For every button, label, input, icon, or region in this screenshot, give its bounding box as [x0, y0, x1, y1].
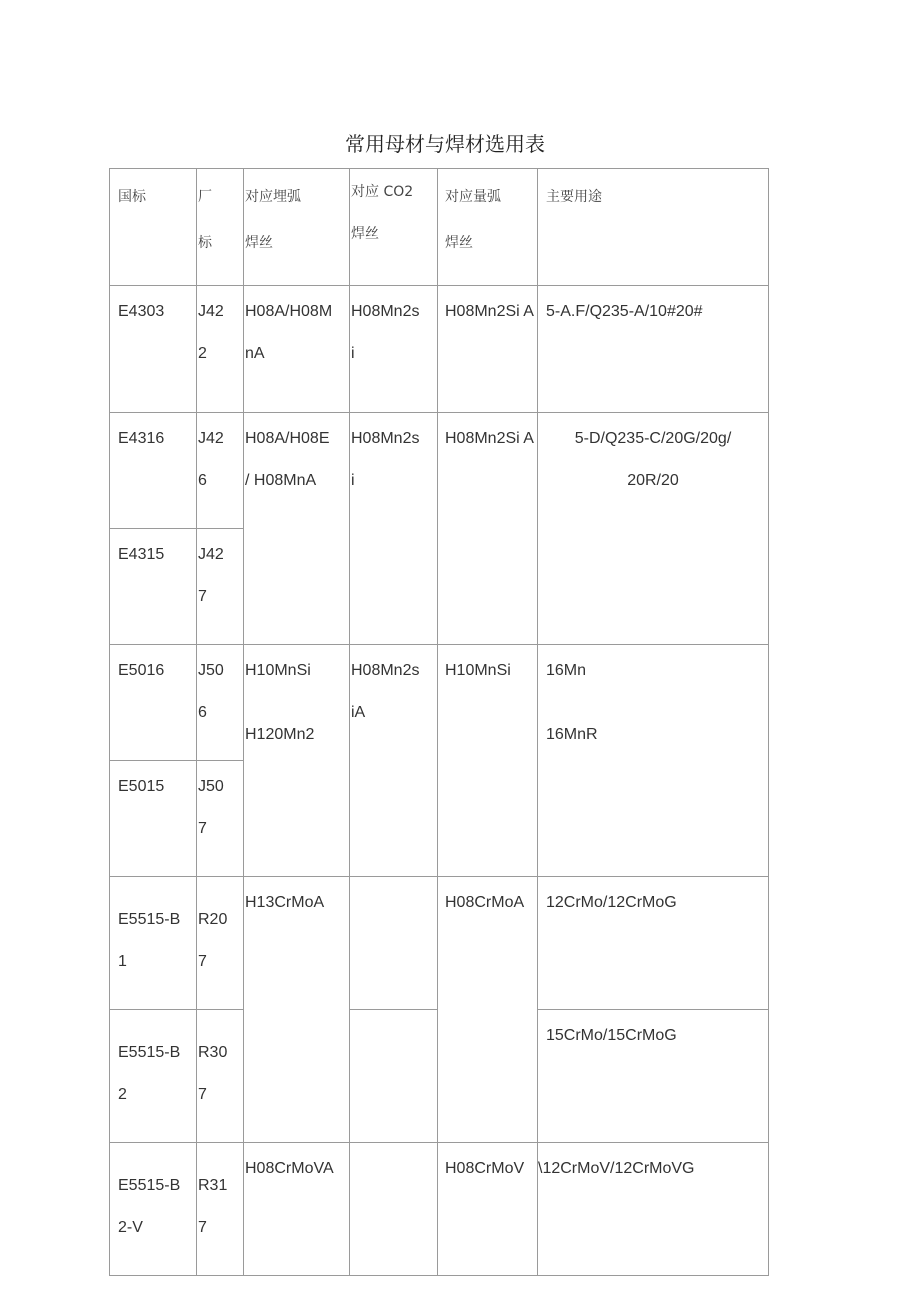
cell-changbiao: J50 7	[197, 761, 244, 877]
table-row	[110, 877, 769, 1010]
cell-main-usage: 12CrMo/12CrMoG	[538, 877, 769, 1010]
header-changbiao: 厂 标	[197, 169, 244, 286]
material-selection-table	[109, 168, 769, 1276]
cell-changbiao: J50 6	[197, 645, 244, 761]
cell-qty-wire: H08CrMoA	[438, 877, 538, 1143]
header-co2-wire: 对应 CO2 焊丝	[350, 169, 438, 286]
cell-co2-wire: H08Mn2s iA	[350, 645, 438, 877]
cell-co2-wire: H08Mn2s i	[350, 286, 438, 413]
cell-guobiao: E4303	[110, 286, 197, 413]
cell-co2-wire	[350, 1010, 438, 1143]
cell-saw-wire: H08A/H08E / H08MnA	[244, 413, 350, 645]
cell-main-usage: 5-D/Q235-C/20G/20g/ 20R/20	[538, 413, 769, 645]
header-saw-wire: 对应埋弧 焊丝	[244, 169, 350, 286]
cell-guobiao: E5515-B 2	[110, 1010, 197, 1143]
table-row	[110, 286, 769, 413]
cell-guobiao: E5515-B 1	[110, 877, 197, 1010]
cell-saw-wire: H13CrMoA	[244, 877, 350, 1143]
cell-qty-wire: H08Mn2Si A	[438, 413, 538, 645]
cell-main-usage: 16Mn 16MnR	[538, 645, 769, 877]
cell-changbiao: J42 7	[197, 529, 244, 645]
cell-saw-wire: H08CrMoVA	[244, 1143, 350, 1276]
page-title: 常用母材与焊材选用表	[345, 132, 545, 156]
cell-main-usage: 15CrMo/15CrMoG	[538, 1010, 769, 1143]
cell-co2-wire: H08Mn2s i	[350, 413, 438, 645]
cell-main-usage: 5-A.F/Q235-A/10#20#	[538, 286, 769, 413]
cell-saw-wire: H10MnSi H120Mn2	[244, 645, 350, 877]
cell-changbiao: R30 7	[197, 1010, 244, 1143]
table-row	[110, 645, 769, 761]
cell-guobiao: E4315	[110, 529, 197, 645]
cell-guobiao: E5015	[110, 761, 197, 877]
cell-qty-wire: H08CrMoV	[438, 1143, 538, 1276]
cell-changbiao: J42 6	[197, 413, 244, 529]
table-header-row	[110, 169, 769, 286]
cell-qty-wire: H08Mn2Si A	[438, 286, 538, 413]
cell-guobiao: E4316	[110, 413, 197, 529]
header-main-usage: 主要用途	[538, 169, 769, 286]
cell-co2-wire	[350, 877, 438, 1010]
header-qty-wire: 对应量弧 焊丝	[438, 169, 538, 286]
cell-main-usage: \12CrMoV/12CrMoVG	[538, 1143, 769, 1276]
cell-qty-wire: H10MnSi	[438, 645, 538, 877]
cell-changbiao: R20 7	[197, 877, 244, 1010]
header-guobiao: 国标	[110, 169, 197, 286]
cell-co2-wire	[350, 1143, 438, 1276]
table-row	[110, 413, 769, 529]
cell-changbiao: R31 7	[197, 1143, 244, 1276]
cell-changbiao: J42 2	[197, 286, 244, 413]
cell-guobiao: E5515-B 2-V	[110, 1143, 197, 1276]
cell-saw-wire: H08A/H08M nA	[244, 286, 350, 413]
table-row	[110, 1143, 769, 1276]
cell-guobiao: E5016	[110, 645, 197, 761]
